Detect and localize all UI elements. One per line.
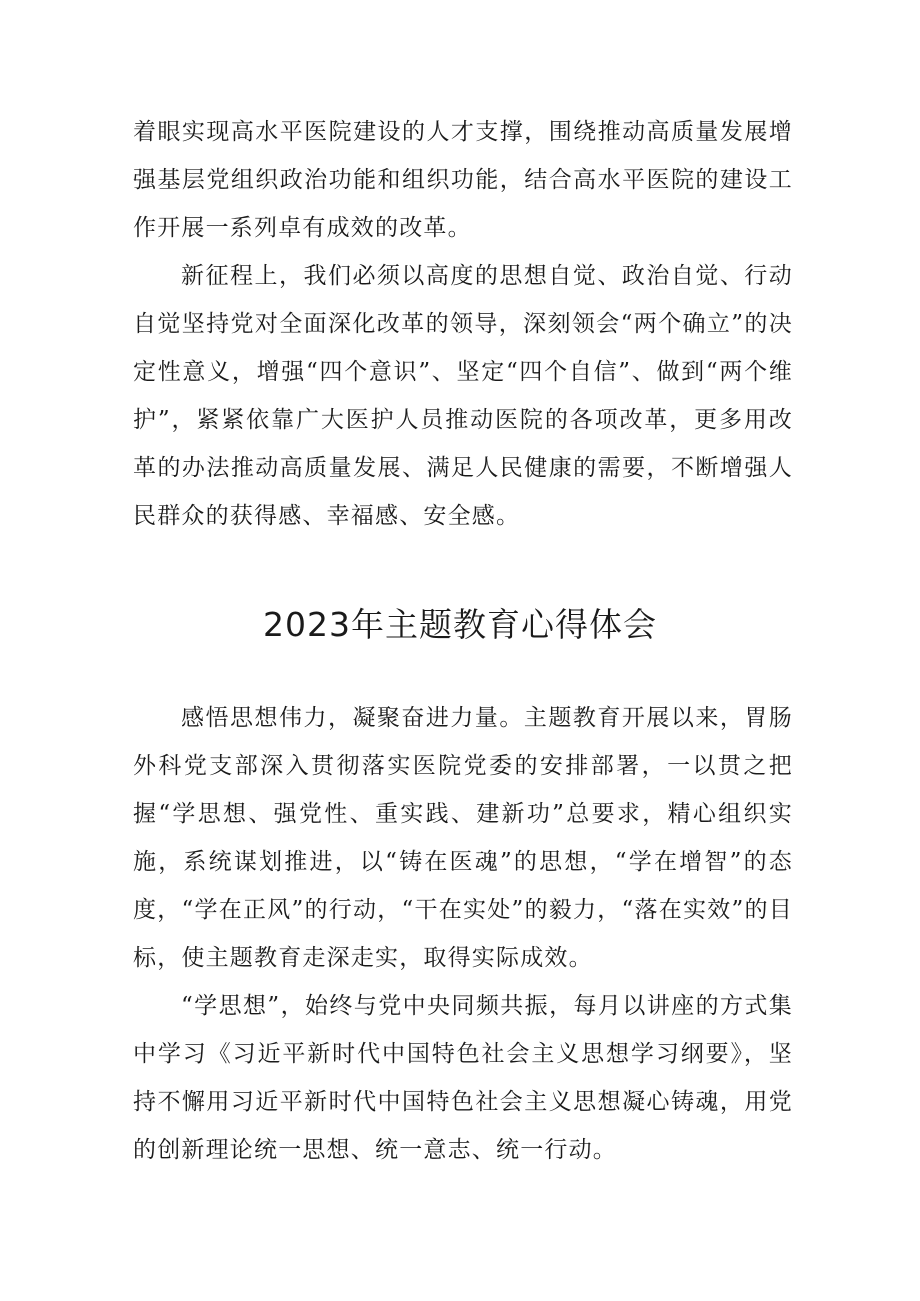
- paragraph-continuation: 着眼实现高水平医院建设的人才支撑，围绕推动高质量发展增强基层党组织政治功能和组织功能，结合高水平医院的建设工作开展一系列卓有成效的改革。: [133, 119, 793, 241]
- section-title: 2023年主题教育心得体会: [263, 605, 657, 644]
- paragraph-new-journey: 新征程上，我们必须以高度的思想自觉、政治自觉、行动自觉坚持党对全面深化改革的领导，深刻领会“两个确立”的决定性意义，增强“四个意识”、坚定“四个自信”、做到“两个维护”，紧紧依靠广大医护人员推动医院的各项改革，更多用改革的办法推动高质量发展、满足人民健康的需要，不断增强人民群众的获得感、幸福感、安全感。: [133, 263, 793, 529]
- paragraph-study-thought: “学思想”，始终与党中央同频共振，每月以讲座的方式集中学习《习近平新时代中国特色社会主义思想学习纲要》，坚持不懈用习近平新时代中国特色社会主义思想凝心铸魂，用党的创新理论统一思想、统一意志、统一行动。: [133, 993, 793, 1163]
- paragraph-thought-power: 感悟思想伟力，凝聚奋进力量。主题教育开展以来，胃肠外科党支部深入贯彻落实医院党委的安排部署，一以贯之把握“学思想、强党性、重实践、建新功”总要求，精心组织实施，系统谋划推进，以“铸在医魂”的思想，“学在增智”的态度，“学在正风”的行动，“干在实处”的毅力，“落在实效”的目标，使主题教育走深走实，取得实际成效。: [133, 705, 793, 971]
